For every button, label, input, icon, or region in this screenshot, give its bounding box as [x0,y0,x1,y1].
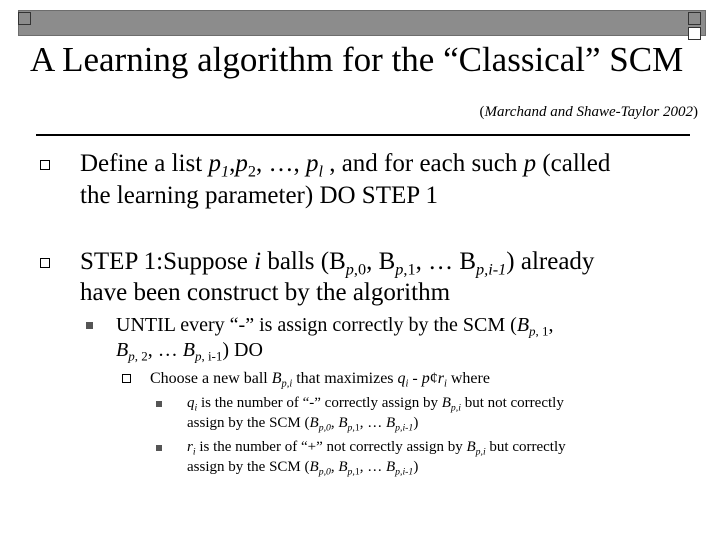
text: , … [415,248,460,275]
slide-title: A Learning algorithm for the “Classical” SCM [30,40,684,79]
citation: (Marchand and Shawe-Taylor 2002) [479,104,698,120]
subscript: p,i [281,378,293,390]
text: , [330,415,339,431]
text: Define a list [80,150,209,177]
text: but not correctly [460,395,564,411]
subscript: , i-1 [201,348,223,364]
subscript: i [443,378,447,390]
subscript: ,1 [403,260,416,279]
sub-bullet-1-line-1 [116,313,554,337]
math-B: B [459,248,477,275]
text: , … [147,339,183,361]
level-3-item [150,369,490,389]
text: , … [359,415,386,431]
subscript: p [194,348,202,364]
math-p: p [235,150,248,177]
text: balls ( [261,248,330,275]
subscript: ,1 [352,422,360,434]
math-B: B [516,314,530,336]
text: , [330,459,339,475]
title-rule [36,134,690,136]
math-r: r [187,439,193,455]
text: assign by the SCM ( [187,415,310,431]
math-p: p [305,150,319,177]
text: , … [359,459,386,475]
subscript: i [192,446,196,458]
text: , …, [255,150,306,177]
subscript: 1 [220,162,230,181]
bullet-square-icon [40,258,50,268]
subscript: p [347,422,353,434]
text: ) DO [222,339,263,361]
subscript: l [318,162,323,181]
text: is the number of “-” correctly assign by [197,395,442,411]
sub-bullet-1-line-2 [116,338,263,362]
math-i: i [254,248,262,275]
subscript: p [395,260,404,279]
bullet-2-line-2: have been construct by the algorithm [80,279,451,306]
header-bar [18,10,706,36]
text: , and for each such [322,150,524,177]
text: UNTIL every “-” is assign correctly by the SCM ( [116,314,517,336]
subscript: , 2 [134,348,148,364]
citation-text: Marchand and Shawe-Taylor 2002 [484,104,693,120]
math-p: p [421,370,430,387]
header-square-left-icon [18,12,31,25]
subscript: p [476,260,485,279]
bullet-filled-icon [86,322,93,329]
level-4-item-1-line-2 [187,414,418,433]
level-4-item-2-line-2 [187,458,418,477]
text: , [229,150,236,177]
math-B: B [441,395,451,411]
text: ¢ [429,370,438,387]
subscript: p,0 [318,422,331,434]
math-B: B [338,459,348,475]
text: is the number of “+” not correctly assign by [195,439,467,455]
subscript: p [345,260,354,279]
math-B: B [338,415,348,431]
subscript: p,i-1 [395,466,414,478]
subscript: p [347,466,353,478]
math-B: B [182,339,195,361]
subscript: i [405,378,409,390]
text: where [446,370,490,387]
text: - [408,370,422,387]
subscript: p,i-1 [395,422,414,434]
bullet-square-icon [122,374,131,383]
bullet-2-line-1 [80,246,594,277]
math-p: p [523,150,537,177]
subscript: ,1 [352,466,360,478]
math-r: r [437,370,444,387]
math-B: B [309,415,319,431]
math-B: B [378,248,396,275]
math-B: B [385,459,396,475]
subscript: p,i [450,402,461,414]
math-B: B [271,370,282,387]
subscript: p,0 [318,466,331,478]
bullet-square-icon [40,160,50,170]
level-4-item-1-line-1 [187,394,564,413]
math-B: B [309,459,319,475]
text: Choose a new ball [150,370,272,387]
text: that maximizes [292,370,398,387]
text: ) [413,415,419,431]
text: ) already [506,248,595,275]
header-square-right-icon [688,12,701,25]
subscript: 2 [247,162,256,181]
text: but correctly [485,439,566,455]
text: , [366,248,379,275]
subscript: p,i [475,446,486,458]
text: , [548,314,554,336]
math-q: q [397,370,406,387]
math-B: B [385,415,396,431]
subscript: p [529,323,536,339]
text: assign by the SCM ( [187,459,310,475]
math-B: B [116,339,129,361]
math-p: p [208,150,221,177]
bullet-1-line-1 [80,148,610,179]
subscript: i [194,402,198,414]
math-B: B [329,248,346,275]
math-B: B [466,439,476,455]
math-q: q [187,395,195,411]
text: STEP 1:Suppose [80,248,255,275]
subscript: ,i-1 [484,260,507,279]
level-4-item-2-line-1 [187,438,566,457]
bullet-1-line-2: the learning parameter) DO STEP 1 [80,182,438,209]
bullet-filled-icon [156,401,162,407]
subscript: p [128,348,135,364]
subscript: , 1 [535,323,549,339]
text: (called [536,150,611,177]
subscript: ,0 [353,260,367,279]
bullet-filled-icon [156,445,162,451]
text: ) [413,459,419,475]
